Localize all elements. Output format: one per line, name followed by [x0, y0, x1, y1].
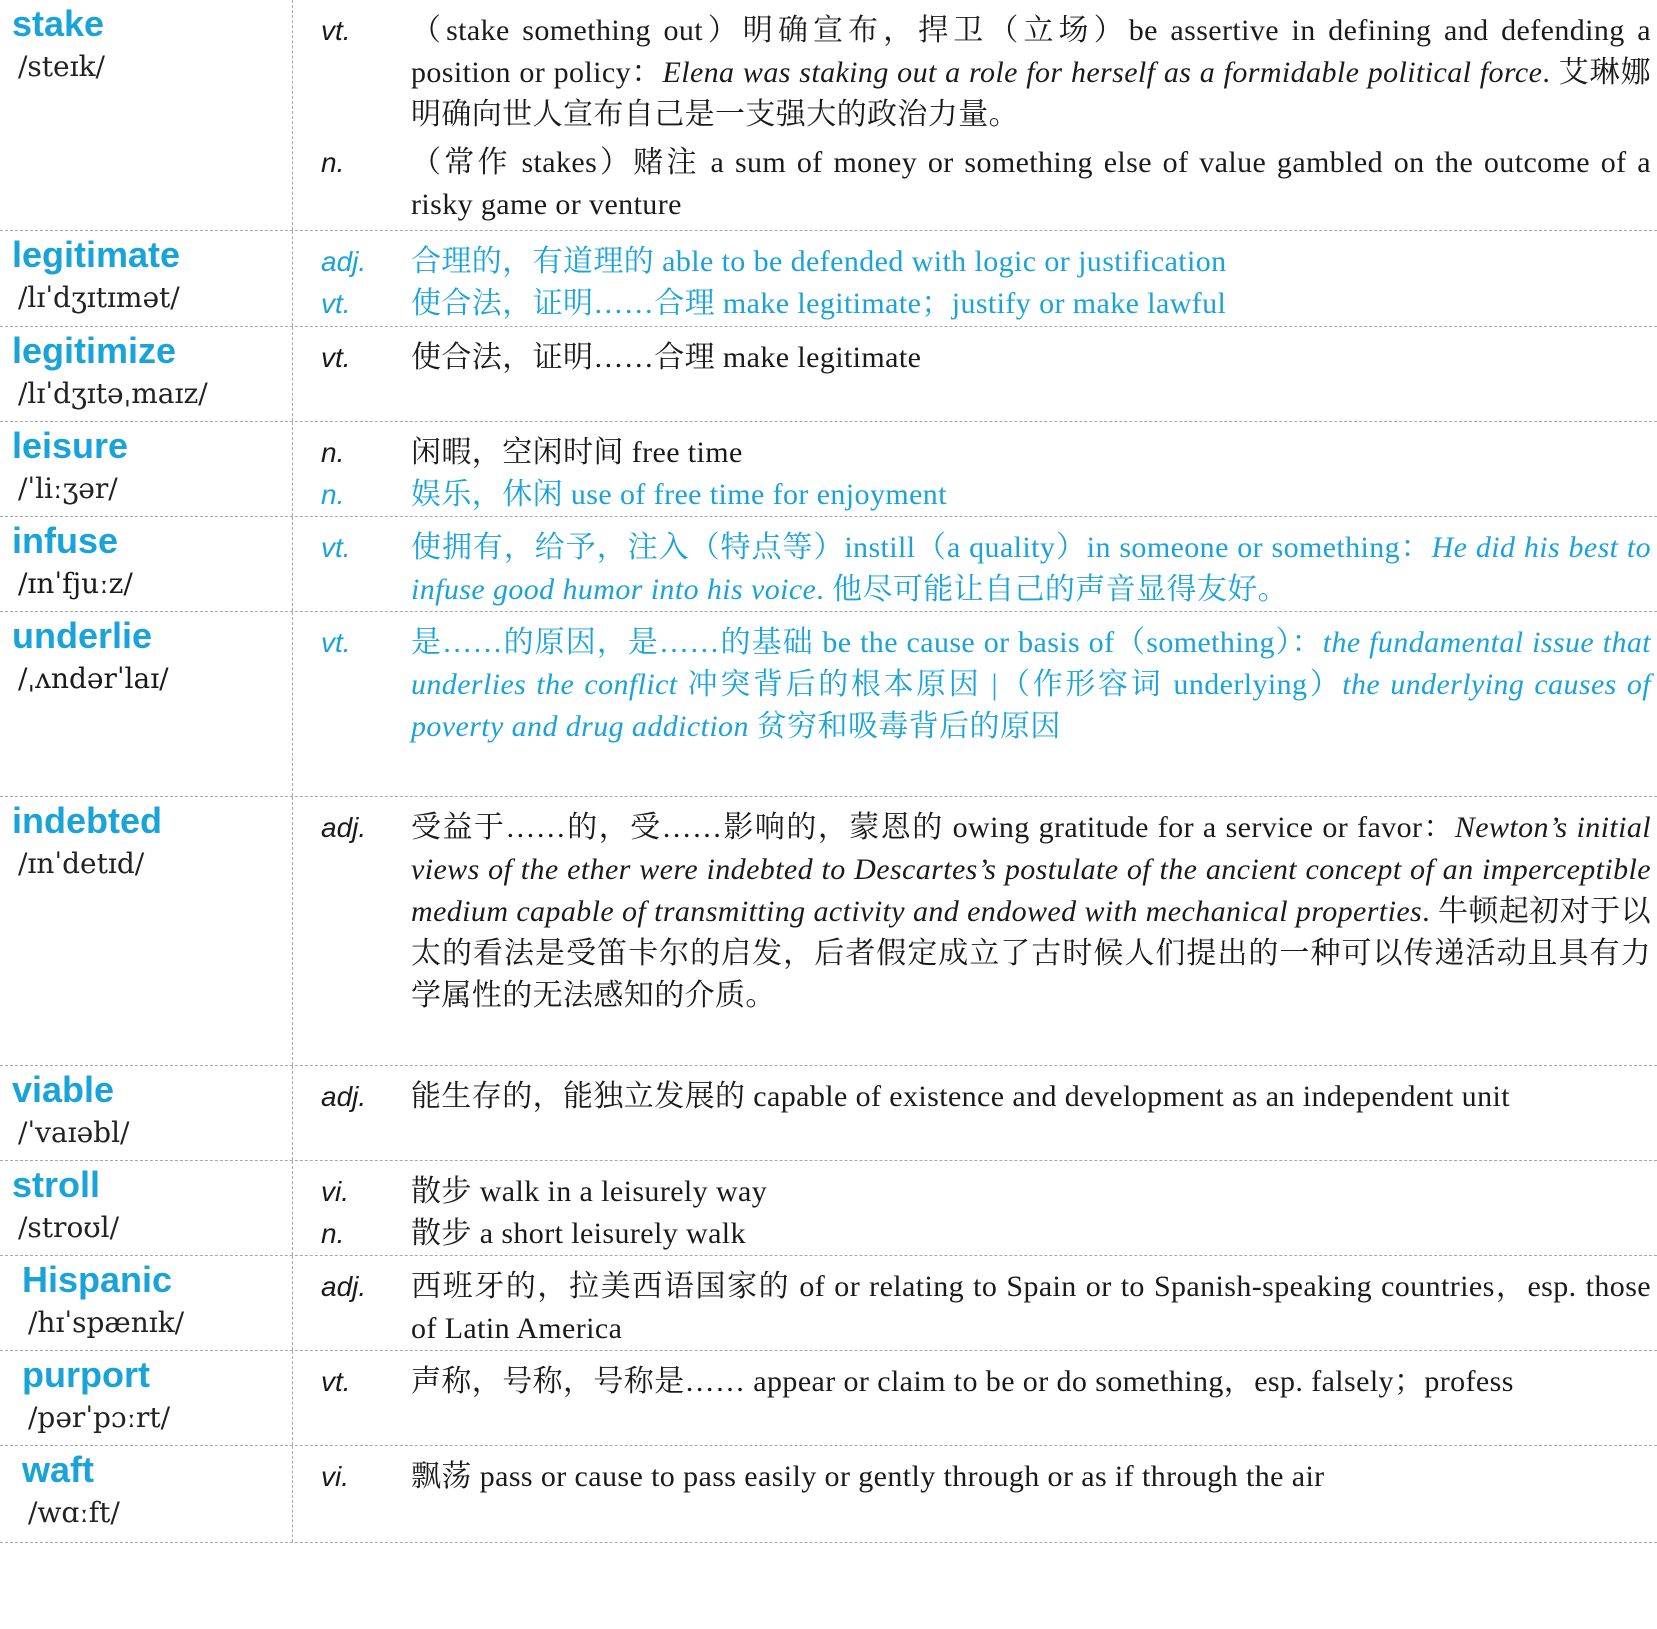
sense [293, 337, 1651, 379]
entry-purport [0, 1350, 1657, 1445]
part-of-speech: vt. [321, 15, 351, 46]
sense [293, 1361, 1651, 1403]
definition [411, 10, 1651, 136]
sense [293, 1213, 1651, 1255]
example-sentence: Elena was staking out a role for herself as a formidable political force [662, 56, 1543, 89]
headword-cell [0, 1351, 293, 1445]
definition-text: 使合法，证明……合理 make legitimate；justify or make lawful [411, 287, 1227, 320]
sense [293, 142, 1651, 226]
definition-cell [293, 1161, 1657, 1255]
definition-cell [293, 517, 1657, 611]
example-sentence: Newton’s initial views of the ether were indebted to Descartes’s postulate of the ancient concept of an imperceptible medium capable of transmitting activity and endowed with mechanical properties [411, 811, 1651, 928]
definition [411, 1076, 1651, 1118]
definition [411, 337, 1651, 379]
headword: leisure [12, 425, 129, 466]
definition [411, 1456, 1651, 1498]
part-of-speech: n. [321, 147, 345, 178]
entry-legitimize [0, 326, 1657, 421]
part-of-speech: n. [321, 437, 345, 468]
entry-hispanic [0, 1255, 1657, 1350]
definition-cell [293, 797, 1657, 1065]
headword: indebted [12, 800, 162, 841]
headword: stroll [12, 1164, 101, 1205]
definition [411, 807, 1651, 1017]
sense [293, 807, 1651, 1017]
definition-text: 能生存的，能独立发展的 capable of existence and development as an independent unit [411, 1080, 1510, 1113]
part-of-speech: vi. [321, 1176, 349, 1207]
definition-text: 闲暇，空闲时间 free time [411, 436, 743, 469]
definition-cell [293, 231, 1657, 326]
headword: waft [22, 1449, 94, 1490]
definition-text: 西班牙的，拉美西语国家的 of or relating to Spain or to Spanish-speaking countries，esp. those of Latin America [411, 1270, 1651, 1345]
example-sentence: the underlying causes of poverty and drug addiction [411, 668, 1652, 743]
entry-waft [0, 1445, 1657, 1543]
sense [293, 10, 1651, 136]
entry-indebted [0, 796, 1657, 1065]
definition-cell [293, 1351, 1657, 1445]
definition [411, 474, 1651, 516]
sense [293, 241, 1651, 283]
part-of-speech: adj. [321, 1271, 367, 1302]
entry-leisure [0, 421, 1657, 516]
headword-cell [0, 1256, 293, 1350]
definition-text: 受益于……的，受……影响的，蒙恩的 owing gratitude for a service or favor： [411, 811, 1455, 844]
phonetic: /lɪˈdʒɪtəˌmaɪz/ [18, 377, 208, 410]
headword-cell [0, 1066, 293, 1160]
headword-cell [0, 327, 293, 421]
definition [411, 527, 1651, 611]
part-of-speech: vt. [321, 1366, 351, 1397]
sense [293, 432, 1651, 474]
definition [411, 1213, 1651, 1255]
entry-infuse [0, 516, 1657, 611]
headword-cell [0, 517, 293, 611]
definition [411, 1361, 1651, 1403]
headword: purport [22, 1354, 150, 1395]
headword: Hispanic [22, 1259, 173, 1300]
entry-stroll [0, 1160, 1657, 1255]
definition-text: 是……的原因，是……的基础 be the cause or basis of（something）： [411, 626, 1323, 659]
phonetic: /pərˈpɔːrt/ [28, 1401, 171, 1434]
phonetic: /ɪnˈdetɪd/ [18, 847, 145, 880]
part-of-speech: vt. [321, 342, 351, 373]
phonetic: /steɪk/ [18, 50, 105, 83]
part-of-speech: vt. [321, 627, 351, 658]
sense [293, 283, 1651, 325]
headword-cell [0, 0, 293, 230]
sense [293, 1266, 1651, 1350]
definition-cell [293, 327, 1657, 421]
phonetic: /ɪnˈfjuːz/ [18, 567, 133, 600]
definition-cell [293, 1256, 1657, 1350]
headword: infuse [12, 520, 119, 561]
headword-cell [0, 422, 293, 516]
definition [411, 622, 1651, 748]
definition [411, 1266, 1651, 1350]
phonetic: /lɪˈdʒɪtɪmət/ [18, 281, 180, 314]
definition-cell [293, 1446, 1657, 1542]
headword: legitimize [12, 330, 177, 371]
example-translation: . 牛顿起初对于以太的看法是受笛卡尔的启发，后者假定成立了古时候人们提出的一种可以传递活动且具有力学属性的无法感知的介质。 [411, 895, 1651, 1012]
phonetic: /ˈvaɪəbl/ [18, 1116, 130, 1149]
phonetic: /ˌʌndərˈlaɪ/ [18, 662, 169, 695]
definition [411, 1171, 1651, 1213]
definition-cell [293, 1066, 1657, 1160]
part-of-speech: adj. [321, 246, 367, 277]
headword: legitimate [12, 234, 181, 275]
definition-text: （stake something out）明确宣布，捍卫（立场）be assertive in defining and defending a position or policy： [411, 14, 1651, 89]
definition-cell [293, 612, 1657, 796]
entry-viable [0, 1065, 1657, 1160]
example-translation: 贫穷和吸毒背后的原因 [748, 710, 1061, 743]
part-of-speech: n. [321, 1218, 345, 1249]
definition-text: 散步 walk in a leisurely way [411, 1175, 768, 1208]
sense [293, 474, 1651, 516]
part-of-speech: vi. [321, 1461, 349, 1492]
definition [411, 283, 1651, 325]
headword: stake [12, 3, 105, 44]
entry-stake [0, 0, 1657, 230]
sense [293, 1456, 1651, 1498]
definition-text: 合理的，有道理的 able to be defended with logic or justification [411, 245, 1227, 278]
phonetic: /ˈliːʒər/ [18, 472, 118, 505]
example-translation: 冲突背后的根本原因 |（作形容词 underlying） [677, 668, 1343, 701]
part-of-speech: adj. [321, 1081, 367, 1112]
definition-text: 飘荡 pass or cause to pass easily or gently through or as if through the air [411, 1460, 1325, 1493]
headword: underlie [12, 615, 153, 656]
headword-cell [0, 612, 293, 796]
phonetic: /stroʊl/ [18, 1211, 120, 1244]
sense [293, 527, 1651, 611]
part-of-speech: n. [321, 479, 345, 510]
definition-text: 娱乐，休闲 use of free time for enjoyment [411, 478, 947, 511]
definition-cell [293, 422, 1657, 516]
example-translation: . 他尽可能让自己的声音显得友好。 [816, 573, 1289, 606]
headword-cell [0, 1446, 293, 1542]
phonetic: /hɪˈspænɪk/ [28, 1306, 185, 1339]
definition [411, 432, 1651, 474]
definition-text: 使拥有，给予，注入（特点等）instill（a quality）in someone or something： [411, 531, 1432, 564]
sense [293, 622, 1651, 748]
headword: viable [12, 1069, 115, 1110]
phonetic: /wɑːft/ [28, 1496, 120, 1529]
entry-legitimate [0, 230, 1657, 326]
example-sentence: the fundamental issue that underlies the conflict [411, 626, 1651, 701]
definition-cell [293, 0, 1657, 230]
sense [293, 1076, 1651, 1118]
entry-underlie [0, 611, 1657, 796]
definition [411, 142, 1651, 226]
definition-text: 声称，号称，号称是…… appear or claim to be or do something，esp. falsely；profess [411, 1365, 1514, 1398]
sense [293, 1171, 1651, 1213]
definition-text: 散步 a short leisurely walk [411, 1217, 746, 1250]
part-of-speech: adj. [321, 812, 367, 843]
headword-cell [0, 231, 293, 326]
headword-cell [0, 1161, 293, 1255]
example-translation: . 艾琳娜明确向世人宣布自己是一支强大的政治力量。 [411, 56, 1651, 131]
definition-text: （常作 stakes）赌注 a sum of money or something else of value gambled on the outcome of a risky game or venture [411, 146, 1651, 221]
part-of-speech: vt. [321, 288, 351, 319]
definition-text: 使合法，证明……合理 make legitimate [411, 341, 922, 374]
definition [411, 241, 1651, 283]
example-sentence: He did his best to infuse good humor into his voice [411, 531, 1651, 606]
headword-cell [0, 797, 293, 1065]
part-of-speech: vt. [321, 532, 351, 563]
